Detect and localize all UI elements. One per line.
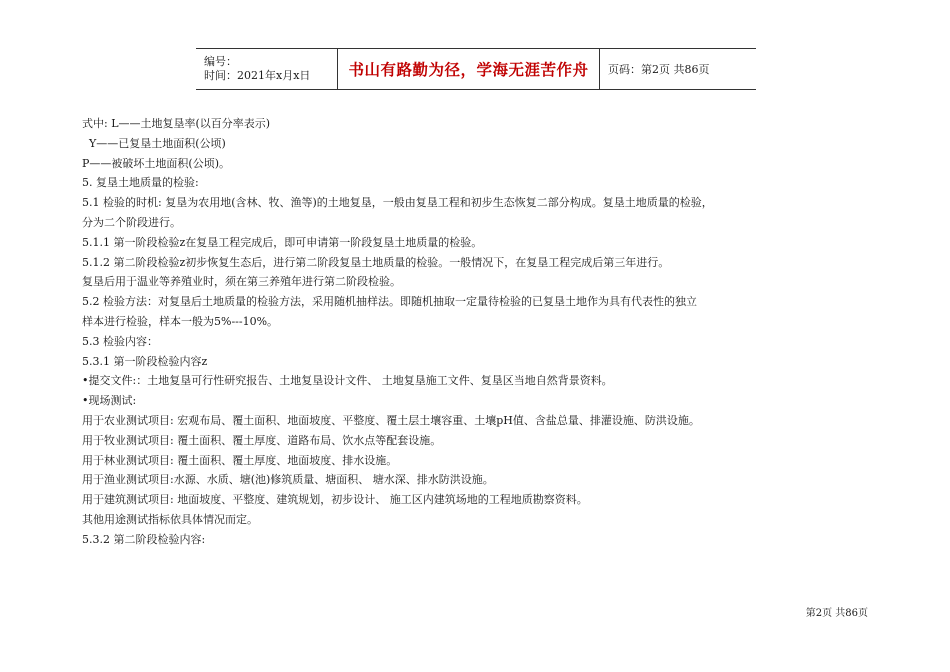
- header-motto: 书山有路勤为径，学海无涯苦作舟: [348, 60, 589, 79]
- header-motto-cell: [338, 49, 600, 89]
- text-line: 分为二个阶段进行。: [82, 215, 181, 229]
- text-line: •提交文件:：土地复垦可行性研究报告、土地复垦设计文件、 土地复垦施工文件、复垦区当地自然背景资料。: [82, 374, 613, 388]
- page-footer: 第2页 共86页: [805, 608, 868, 619]
- header-time: 时间：2021年x月x日: [204, 69, 311, 82]
- text-line: 5. 复垦土地质量的检验:: [82, 176, 199, 190]
- text-line: 式中: L——土地复垦率(以百分率表示): [82, 117, 271, 130]
- text-line: 复垦后用于温业等养殖业时，须在第三养殖年进行第二阶段检验。: [82, 275, 401, 289]
- text-line: 5.3.2 第二阶段检验内容:: [82, 532, 206, 546]
- text-line: 其他用途测试指标依具体情况而定。: [82, 512, 258, 526]
- text-line: 5.3 检验内容：: [82, 334, 158, 348]
- header-page-cell: [600, 49, 756, 89]
- text-line: 5.1 检验的时机: 复垦为农用地(含林、牧、渔等)的土地复垦，一般由复垦工程和初步生态恢复二部分构成。复垦土地质量的检验，: [82, 196, 713, 210]
- text-line: •现场测试:: [82, 394, 137, 408]
- page-header: [196, 48, 756, 90]
- text-line: P——被破坏土地面积(公顷)。: [82, 156, 230, 170]
- text-line: 用于渔业测试项目:水源、水质、塘(池)修筑质量、塘面积、 塘水深、排水防洪设施。: [82, 473, 494, 487]
- text-line: 5.1.2 第二阶段检验z初步恢复生态后，进行第二阶段复垦土地质量的检验。一般情况下，在复垦工程完成后第三年进行。: [82, 255, 670, 269]
- text-line: 样本进行检验，样本一般为5%---10%。: [82, 314, 279, 328]
- text-line: 用于农业测试项目: 宏观布局、覆土面积、地面坡度、平整度、覆土层土壤容重、土壤pH值、含盐总量、排灌设施、防洪设施。: [82, 413, 700, 427]
- document-body: [82, 114, 762, 550]
- text-line: Y——已复垦土地面积(公顷): [82, 136, 226, 150]
- text-line: 5.1.1 第一阶段检验z在复垦工程完成后，即可申请第一阶段复垦土地质量的检验。: [82, 235, 483, 249]
- text-line: 5.2 检验方法：对复垦后土地质量的检验方法，采用随机抽样法。即随机抽取一定量待检验的已复垦土地作为具有代表性的独立: [82, 295, 697, 309]
- text-line: 用于牧业测试项目: 覆土面积、覆土厚度、道路布局、饮水点等配套设施。: [82, 433, 442, 447]
- text-line: 5.3.1 第一阶段检验内容z: [82, 354, 208, 368]
- text-line: 用于林业测试项目: 覆土面积、覆土厚度、地面坡度、排水设施。: [82, 453, 398, 467]
- text-line: 用于建筑测试项目: 地面坡度、平整度、建筑规划，初步设计、 施工区内建筑场地的工程地质勘察资料。: [82, 493, 588, 507]
- header-number-label: 编号：: [204, 55, 237, 68]
- header-meta: [196, 49, 338, 89]
- header-page-code: 页码：第2页 共86页: [608, 63, 710, 76]
